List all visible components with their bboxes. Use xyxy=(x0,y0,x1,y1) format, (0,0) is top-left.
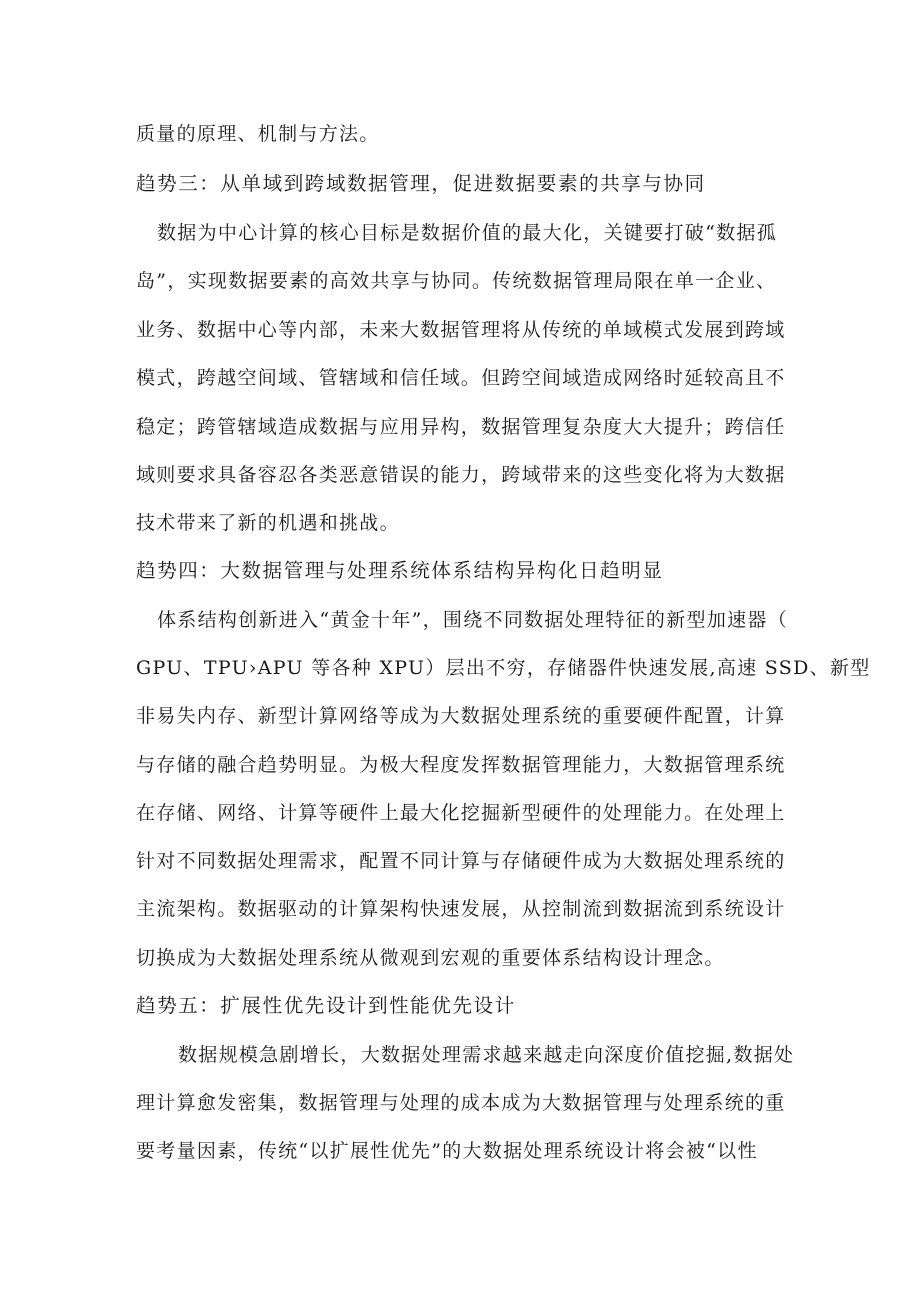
paragraph-line: 域则要求具备容忍各类恶意错误的能力，跨域带来的这些变化将为大数据 xyxy=(136,464,786,486)
paragraph-line: 在存储、网络、计算等硬件上最大化挖掘新型硬件的处理能力。在处理上 xyxy=(136,802,786,824)
paragraph-line: 与存储的融合趋势明显。为极大程度发挥数据管理能力，大数据管理系统 xyxy=(136,754,786,776)
paragraph-line: 数据规模急剧增长，大数据处理需求越来越走向深度价值挖掘,数据处 xyxy=(178,1044,795,1066)
section-heading-trend-3: 趋势三：从单域到跨域数据管理，促进数据要素的共享与协同 xyxy=(136,172,706,195)
paragraph-line: 岛”，实现数据要素的高效共享与协同。传统数据管理局限在单一企业、 xyxy=(136,270,777,292)
paragraph-line: 稳定；跨管辖域造成数据与应用异构，数据管理复杂度大大提升；跨信任 xyxy=(136,416,786,438)
section-heading-trend-5: 趋势五：扩展性优先设计到性能优先设计 xyxy=(136,994,516,1017)
paragraph-line: 理计算愈发密集，数据管理与处理的成本成为大数据管理与处理系统的重 xyxy=(136,1092,786,1114)
paragraph-line: 技术带来了新的机遇和挑战。 xyxy=(136,512,400,534)
paragraph-line: 针对不同数据处理需求，配置不同计算与存储硬件成为大数据处理系统的 xyxy=(136,850,786,872)
section-heading-trend-4: 趋势四：大数据管理与处理系统体系结构异构化日趋明显 xyxy=(136,559,664,582)
paragraph-line: 要考量因素，传统“以扩展性优先”的大数据处理系统设计将会被“以性 xyxy=(136,1140,758,1162)
paragraph-line: 质量的原理、机制与方法。 xyxy=(136,123,380,145)
paragraph-line: 切换成为大数据处理系统从微观到宏观的重要体系结构设计理念。 xyxy=(136,947,725,969)
paragraph-line: 非易失内存、新型计算网络等成为大数据处理系统的重要硬件配置，计算 xyxy=(136,705,786,727)
paragraph-line: 体系结构创新进入“黄金十年”，围绕不同数据处理特征的新型加速器（ xyxy=(157,609,789,631)
paragraph-line: GPU、TPU›APU 等各种 XPU）层出不穷，存储器件快速发展,高速 SSD、新型 xyxy=(136,657,871,679)
paragraph-line: 主流架构。数据驱动的计算架构快速发展，从控制流到数据流到系统设计 xyxy=(136,898,786,920)
paragraph-line: 业务、数据中心等内部，未来大数据管理将从传统的单域模式发展到跨域 xyxy=(136,319,786,341)
paragraph-line: 模式，跨越空间域、管辖域和信任域。但跨空间域造成网络时延较高且不 xyxy=(136,367,786,389)
paragraph-line: 数据为中心计算的核心目标是数据价值的最大化，关键要打破“数据孤 xyxy=(157,222,778,244)
